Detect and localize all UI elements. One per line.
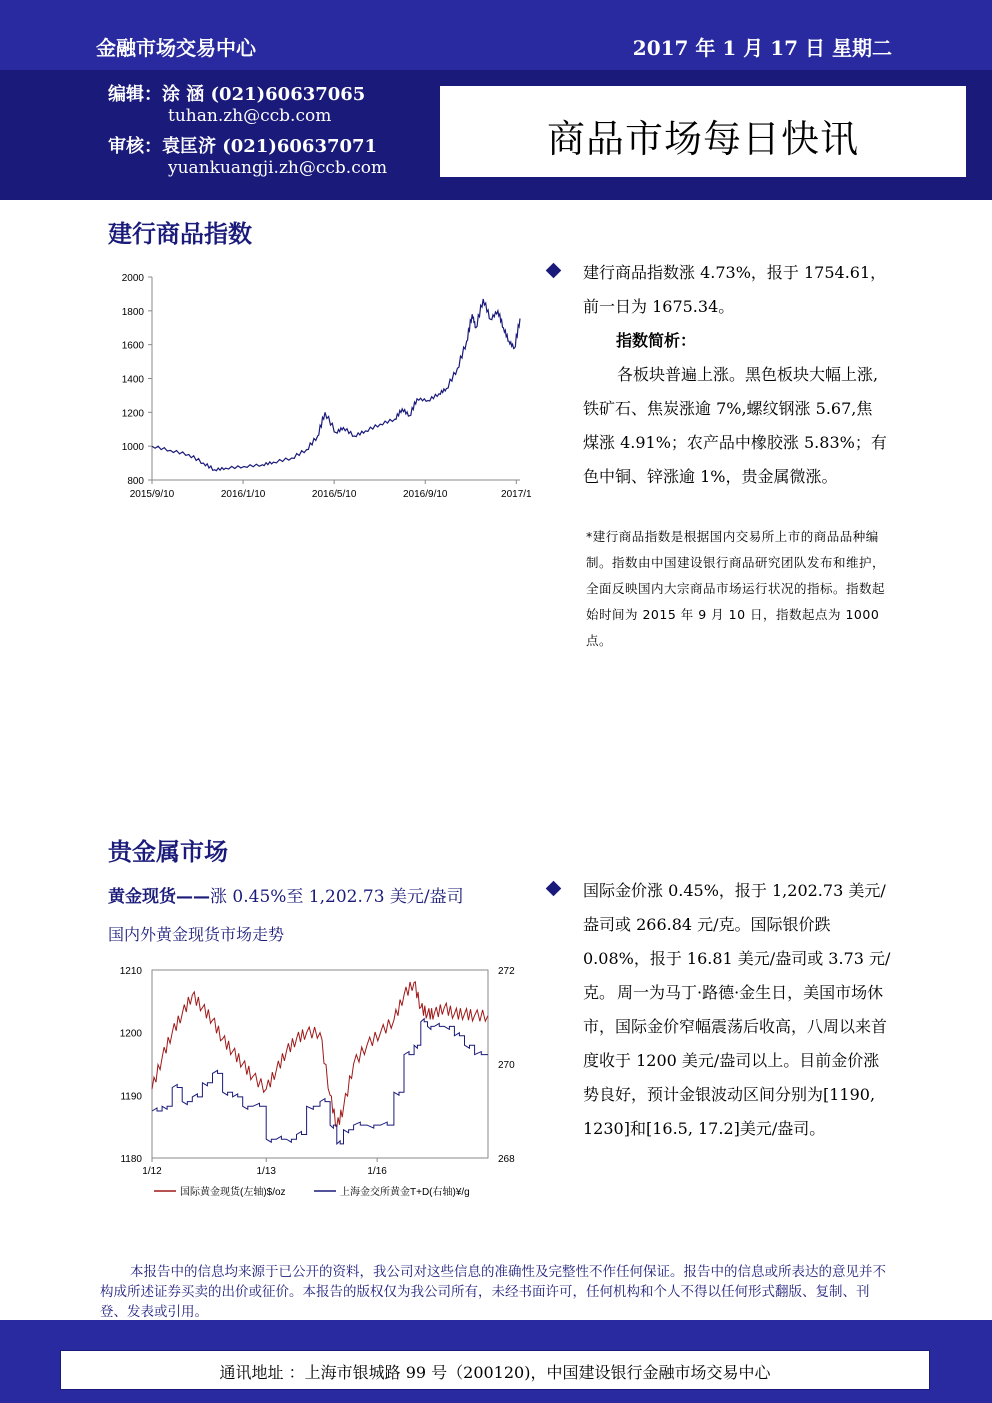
y2-tick-label: 268 — [498, 1154, 515, 1165]
x-tick-label: 2016/5/10 — [311, 489, 357, 500]
x-tick-label: 1/12 — [142, 1166, 162, 1177]
index-analysis: 各板块普遍上涨。黑色板块大幅上涨,铁矿石、焦炭涨逾 7%,螺纹钢涨 5.67,焦煤涨 4.91%；农产品中橡胶涨 5.83%；有色中铜、锌涨逾 1%，贵金属微涨。 — [583, 365, 887, 486]
y-tick-label: 2000 — [121, 273, 144, 284]
x-tick-label: 2015/9/10 — [129, 489, 175, 500]
diamond-bullet-icon — [546, 881, 562, 897]
y-tick-label: 1800 — [121, 306, 144, 318]
index-note: *建行商品指数是根据国内交易所上市的商品品种编制。指数由中国建设银行商品研究团队发布和维护，全面反映国内大宗商品市场运行状况的指标。指数起始时间为 2015 年 9 月 10 日，指数起点为 1000 点。 — [586, 529, 886, 648]
diamond-bullet-icon — [546, 263, 562, 279]
gold-analysis: 周一为马丁·路德·金生日，美国市场休市，国际金价窄幅震荡后收高，八周以来首度收于 1200 美元/盎司以上。目前金价涨势良好，预计金银波动区间分别为[1190, 1230]和[16.5, 17.2]美元/盎司。 — [583, 983, 888, 1138]
report-title: 商品市场每日快讯 — [546, 117, 859, 161]
header-block — [0, 70, 992, 200]
editor-line: 编辑：涂 涵 (021)60637065 — [108, 84, 366, 105]
x-tick-label: 2016/1/10 — [220, 489, 266, 500]
address-text: 通讯地址 ：上海市银城路 99 号（200120)，中国建设银行金融市场交易中心 — [219, 1363, 771, 1382]
gold-bullet-text: 国际金价涨 0.45%，报于 1,202.73 美元/盎司或 266.84 元/克。国际银价跌 0.08%，报于 16.81 美元/盎司或 3.73 元/克。 — [583, 881, 891, 1002]
legend-label: 国际黄金现货(左轴)$/oz — [180, 1187, 286, 1198]
y-tick-label: 1190 — [120, 1091, 142, 1103]
top-bar — [0, 0, 992, 70]
gold-subtitle — [108, 882, 464, 907]
y-tick-label: 1200 — [121, 408, 144, 420]
title-box — [438, 84, 968, 179]
y-tick-label: 1180 — [120, 1154, 142, 1165]
section-title-index: 建行商品指数 — [108, 220, 252, 248]
y-tick-label: 1600 — [121, 340, 144, 352]
y-tick-label: 1000 — [121, 442, 144, 454]
index-series-line — [152, 299, 520, 471]
gold-chart — [108, 960, 528, 1205]
x-tick-label: 1/16 — [367, 1166, 387, 1177]
y2-tick-label: 272 — [498, 966, 515, 977]
gold-sge-series-line — [152, 1019, 488, 1144]
x-tick-label: 1/13 — [256, 1166, 276, 1177]
y-tick-label: 1400 — [121, 374, 144, 386]
gold-subtitle-rest: 涨 0.45%至 1,202.73 美元/盎司 — [210, 887, 464, 907]
gold-chart-caption: 国内外黄金现货市场走势 — [108, 925, 285, 944]
legend-label: 上海金交所黄金T+D(右轴)¥/g — [340, 1187, 470, 1198]
disclaimer: 本报告中的信息均来源于已公开的资料，我公司对这些信息的准确性及完整性不作任何保证。报告中的信息或所表达的意见并不构成所述证券买卖的出价或征价。本报告的版权仅为我公司所有，未经书面许可，任何机构和个人不得以任何形式翻版、复制、刊登、发表或引用。 — [100, 1264, 886, 1320]
x-tick-label: 2017/1 — [501, 489, 532, 500]
reviewer-line: 审核：袁匡济 (021)60637071 — [108, 136, 378, 157]
analysis-heading: 指数简析： — [616, 331, 697, 350]
report-date: 2017 年 1 月 17 日 星期二 — [632, 36, 892, 60]
y-tick-label: 1210 — [119, 966, 142, 977]
index-bullet-text: 建行商品指数涨 4.73%，报于 1754.61，前一日为 1675.34。 — [583, 263, 887, 316]
section-title-precious: 贵金属市场 — [108, 838, 228, 866]
editor-email: tuhan.zh@ccb.com — [168, 106, 332, 126]
address-box — [60, 1350, 930, 1390]
index-chart — [108, 262, 532, 507]
y2-tick-label: 270 — [498, 1060, 515, 1071]
org-name: 金融市场交易中心 — [96, 36, 256, 60]
y-tick-label: 800 — [127, 476, 144, 487]
reviewer-email: yuankuangji.zh@ccb.com — [168, 158, 388, 178]
x-tick-label: 2016/9/10 — [402, 489, 448, 500]
bottom-bar — [0, 1320, 992, 1403]
plot-frame — [152, 970, 488, 1158]
y-tick-label: 1200 — [119, 1028, 142, 1040]
gold-subtitle-bold: 黄金现货—— — [108, 887, 210, 907]
